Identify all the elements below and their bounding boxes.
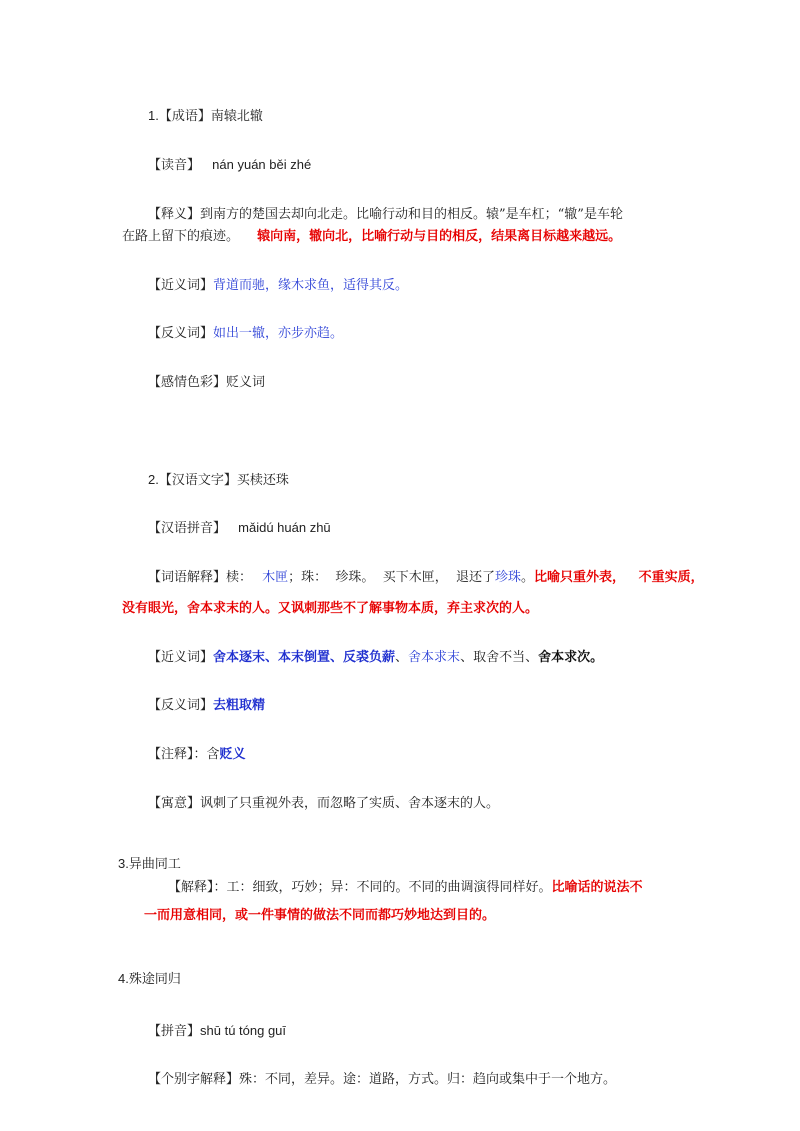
s2-moral-value: 讽刺了只重视外表，而忽略了实质、舍本逐末的人。 [200, 796, 500, 811]
s3-explain-line1 [168, 879, 643, 897]
s1-ant-value: 如出一辙，亦步亦趋。 [213, 326, 344, 341]
s1-synonyms [148, 277, 408, 295]
s1-meaning-label: 【释义】 [148, 207, 201, 222]
s2-heading-text: 【汉语文字】买椟还珠 [158, 473, 289, 488]
s2-heading-number: 2. [148, 472, 159, 487]
s2-syn-sep2: 、取舍不当、 [460, 650, 539, 665]
s3-heading-number: 3. [118, 856, 129, 871]
s2-explain-mid: ；珠： 珍珠。 买下木匣， 退还了 [288, 570, 495, 585]
s2-explain-label: 【词语解释】椟： [148, 570, 253, 585]
s1-heading [148, 107, 263, 126]
s2-note-label: 【注释】：含 [148, 747, 220, 762]
s1-meaning-text2: 在路上留下的痕迹。 [122, 229, 240, 244]
s3-explain-red2: 一而用意相同，或一件事情的做法不同而都巧妙地达到目的。 [144, 908, 496, 923]
s4-pinyin-label: 【拼音】 [148, 1024, 201, 1039]
s1-ant-label: 【反义词】 [148, 326, 214, 341]
s2-syn-label: 【近义词】 [148, 650, 214, 665]
s2-explain-line2 [122, 600, 538, 618]
s2-heading [148, 471, 289, 490]
s3-heading-text: 异曲同工 [128, 857, 181, 872]
s2-ant-label: 【反义词】 [148, 698, 214, 713]
s1-reading-label: 【读音】 [148, 158, 201, 173]
s2-explain-line1 [148, 569, 704, 587]
s3-heading [118, 855, 181, 874]
s4-heading-text: 殊途同归 [128, 972, 181, 987]
s1-heading-number: 1. [148, 108, 159, 123]
s2-explain-blue1: 木匣 [262, 570, 289, 585]
s2-syn-normal1: 舍本求末 [408, 650, 461, 665]
s2-syn-bold1: 舍本逐末、本末倒置、反裘负薪 [213, 650, 396, 665]
s4-heading-number: 4. [118, 971, 129, 986]
s1-heading-text: 【成语】南辕北辙 [158, 109, 263, 124]
s1-reading [148, 156, 311, 175]
s4-explain-value: 殊：不同，差异。途：道路，方式。归：趋向或集中于一个地方。 [239, 1072, 617, 1087]
s4-pinyin-value: shū tú tóng guī [200, 1023, 287, 1038]
s2-explain-dot: 。 [520, 570, 534, 585]
s1-emotion [148, 374, 265, 392]
s1-reading-value: nán yuán běi zhé [212, 157, 312, 172]
s2-note-value: 贬义 [219, 747, 246, 762]
s2-pinyin [148, 519, 331, 538]
s2-synonyms [148, 649, 603, 667]
s1-syn-label: 【近义词】 [148, 278, 214, 293]
s3-explain-red1: 比喻话的说法不 [551, 880, 643, 895]
s2-ant-value: 去粗取精 [213, 698, 266, 713]
s1-syn-value: 背道而驰，缘木求鱼，适得其反。 [213, 278, 409, 293]
s2-antonyms [148, 697, 265, 715]
s4-pinyin [148, 1022, 286, 1041]
s2-pinyin-value: mǎidú huán zhū [238, 520, 331, 535]
s2-moral [148, 795, 499, 813]
s1-antonyms [148, 325, 343, 343]
s4-explain-label: 【个别字解释】 [148, 1072, 240, 1087]
s1-meaning-line1 [148, 206, 623, 224]
s1-meaning-text1: 到南方的楚国去却向北走。比喻行动和目的相反。辕”是车杠；“辙”是车轮 [200, 207, 623, 222]
s1-meaning-red: 辕向南，辙向北，比喻行动与目的相反，结果离目标越来越远。 [257, 229, 622, 244]
s1-meaning-line2 [122, 228, 621, 246]
s2-moral-label: 【寓意】 [148, 796, 201, 811]
s2-pinyin-label: 【汉语拼音】 [148, 521, 227, 536]
s2-explain-blue2: 珍珠 [494, 570, 521, 585]
s2-note [148, 746, 246, 764]
s4-explain [148, 1071, 616, 1089]
s3-explain-text: 工：细致，巧妙；异：不同的。不同的曲调演得同样好。 [226, 880, 552, 895]
s4-heading [118, 970, 181, 989]
s2-explain-red1: 比喻只重外表， 不重实质， [534, 570, 704, 585]
s1-emotion-value: 贬义词 [226, 375, 266, 390]
s2-syn-bold2: 舍本求次。 [538, 650, 604, 665]
s1-emotion-label: 【感情色彩】 [148, 375, 227, 390]
s3-explain-line2 [144, 907, 495, 925]
s3-explain-label: 【解释】： [168, 880, 227, 895]
s2-explain-red2: 没有眼光，舍本求末的人。又讽刺那些不了解事物本质，弃主求次的人。 [122, 601, 539, 616]
s2-syn-sep1: 、 [395, 650, 409, 665]
